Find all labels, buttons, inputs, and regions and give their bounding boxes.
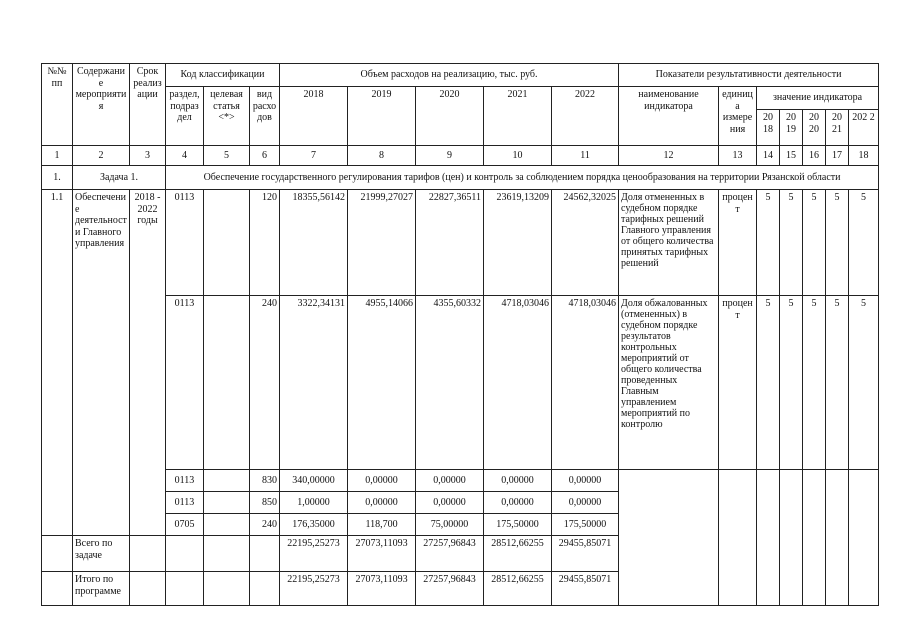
header-indicator-value: значение индикатора [757,87,879,110]
cell-section: 0705 [166,514,204,536]
total-program-value: 27073,11093 [348,572,416,606]
task-label: Задача 1. [73,166,166,190]
program-table [41,63,879,606]
cell-ind-value-empty [826,470,849,606]
cell-value: 18355,56142 [280,190,348,296]
header-code-group: Код классификации [166,64,280,87]
total-program-value: 28512,66255 [484,572,552,606]
col-number: 14 [757,146,780,166]
cell-target [204,492,250,514]
header-ind-year: 20 19 [780,110,803,146]
cell-value: 0,00000 [416,470,484,492]
cell-ind-value: 5 [849,190,879,296]
cell-ind-value-empty [849,470,879,606]
cell-value: 1,00000 [280,492,348,514]
col-number: 15 [780,146,803,166]
cell-value: 21999,27027 [348,190,416,296]
header-code-target: целевая статья <*> [204,87,250,146]
header-year: 2018 [280,87,348,146]
item-num: 1.1 [42,190,73,536]
cell-value: 176,35000 [280,514,348,536]
header-indicator-name: наименование индикатора [619,87,719,146]
cell-empty [130,536,166,572]
cell-empty [42,572,73,606]
total-program-value: 29455,85071 [552,572,619,606]
header-code-section: раздел, подраздел [166,87,204,146]
header-term: Срок реализации [130,64,166,146]
col-number: 4 [166,146,204,166]
col-number: 3 [130,146,166,166]
cell-kind: 240 [250,296,280,470]
task-row [42,166,879,190]
col-number: 7 [280,146,348,166]
cell-indicator: Доля отмененных в судебном порядке тарифных решений Главного управления от общего количества принятых тарифных решений [619,190,719,296]
cell-section: 0113 [166,492,204,514]
header-ind-year: 20 18 [757,110,780,146]
col-number: 1 [42,146,73,166]
header-ind-year: 20 20 [803,110,826,146]
cell-kind: 240 [250,514,280,536]
header-year: 2020 [416,87,484,146]
table-row [42,190,879,296]
cell-target [204,190,250,296]
item-content: Обеспечение деятельности Главного управления [73,190,130,536]
cell-value: 4718,03046 [552,296,619,470]
cell-target [204,514,250,536]
cell-unit-empty [719,470,757,606]
cell-section: 0113 [166,190,204,296]
cell-empty [204,572,250,606]
col-number: 18 [849,146,879,166]
cell-value: 0,00000 [552,492,619,514]
header-performance-group: Показатели результативности деятельности [619,64,879,87]
cell-section: 0113 [166,470,204,492]
col-number: 16 [803,146,826,166]
cell-value: 0,00000 [348,492,416,514]
cell-value: 3322,34131 [280,296,348,470]
cell-ind-value: 5 [826,296,849,470]
cell-ind-value-empty [757,470,780,606]
cell-value: 0,00000 [552,470,619,492]
col-number: 13 [719,146,757,166]
total-task-value: 28512,66255 [484,536,552,572]
document-sheet [41,63,879,606]
cell-value: 75,00000 [416,514,484,536]
cell-ind-value: 5 [849,296,879,470]
cell-value: 24562,32025 [552,190,619,296]
col-number: 11 [552,146,619,166]
cell-target [204,470,250,492]
cell-section: 0113 [166,296,204,470]
cell-ind-value: 5 [780,190,803,296]
task-num: 1. [42,166,73,190]
cell-ind-value: 5 [803,296,826,470]
cell-unit: процент [719,296,757,470]
total-task-value: 29455,85071 [552,536,619,572]
cell-value: 340,00000 [280,470,348,492]
total-task-label: Всего по задаче [73,536,130,572]
col-number: 2 [73,146,130,166]
cell-value: 23619,13209 [484,190,552,296]
total-task-value: 27073,11093 [348,536,416,572]
cell-value: 4718,03046 [484,296,552,470]
cell-value: 0,00000 [416,492,484,514]
cell-empty [250,536,280,572]
cell-empty [166,572,204,606]
cell-indicator-empty [619,470,719,606]
cell-value: 0,00000 [484,470,552,492]
cell-value: 4355,60332 [416,296,484,470]
header-year: 2019 [348,87,416,146]
col-number: 10 [484,146,552,166]
task-text: Обеспечение государственного регулирования тарифов (цен) и контроль за соблюдением порядка ценообразования на территории Рязанской области [166,166,879,190]
header-num: №№ пп [42,64,73,146]
cell-value: 4955,14066 [348,296,416,470]
cell-unit: процент [719,190,757,296]
cell-kind: 830 [250,470,280,492]
total-task-value: 27257,96843 [416,536,484,572]
cell-target [204,296,250,470]
cell-ind-value: 5 [757,190,780,296]
cell-ind-value: 5 [757,296,780,470]
cell-ind-value: 5 [780,296,803,470]
col-number: 8 [348,146,416,166]
item-term: 2018 - 2022 годы [130,190,166,536]
cell-empty [166,536,204,572]
total-task-value: 22195,25273 [280,536,348,572]
col-number: 9 [416,146,484,166]
cell-value: 175,50000 [552,514,619,536]
cell-value: 118,700 [348,514,416,536]
column-number-row [42,146,879,166]
col-number: 5 [204,146,250,166]
cell-empty [42,536,73,572]
header-year: 2021 [484,87,552,146]
cell-indicator: Доля обжалованных (отмененных) в судебном порядке результатов контрольных мероприятий от общего количества проведенных Главным управлением мероприятий по контролю [619,296,719,470]
table-row [42,470,879,492]
cell-empty [130,572,166,606]
header-content: Содержание мероприятия [73,64,130,146]
total-program-value: 22195,25273 [280,572,348,606]
col-number: 12 [619,146,719,166]
header-indicator-unit: единица измерения [719,87,757,146]
cell-kind: 120 [250,190,280,296]
col-number: 17 [826,146,849,166]
cell-value: 0,00000 [484,492,552,514]
cell-value: 175,50000 [484,514,552,536]
header-ind-year: 20 21 [826,110,849,146]
header-ind-year: 202 2 [849,110,879,146]
table-row [42,296,879,470]
total-program-value: 27257,96843 [416,572,484,606]
total-program-label: Итого по программе [73,572,130,606]
header-year: 2022 [552,87,619,146]
cell-empty [204,536,250,572]
cell-value: 0,00000 [348,470,416,492]
cell-ind-value: 5 [826,190,849,296]
cell-ind-value-empty [780,470,803,606]
cell-ind-value-empty [803,470,826,606]
header-volume-group: Объем расходов на реализацию, тыс. руб. [280,64,619,87]
cell-value: 22827,36511 [416,190,484,296]
header-code-kind: вид расходов [250,87,280,146]
cell-empty [250,572,280,606]
cell-ind-value: 5 [803,190,826,296]
cell-kind: 850 [250,492,280,514]
col-number: 6 [250,146,280,166]
